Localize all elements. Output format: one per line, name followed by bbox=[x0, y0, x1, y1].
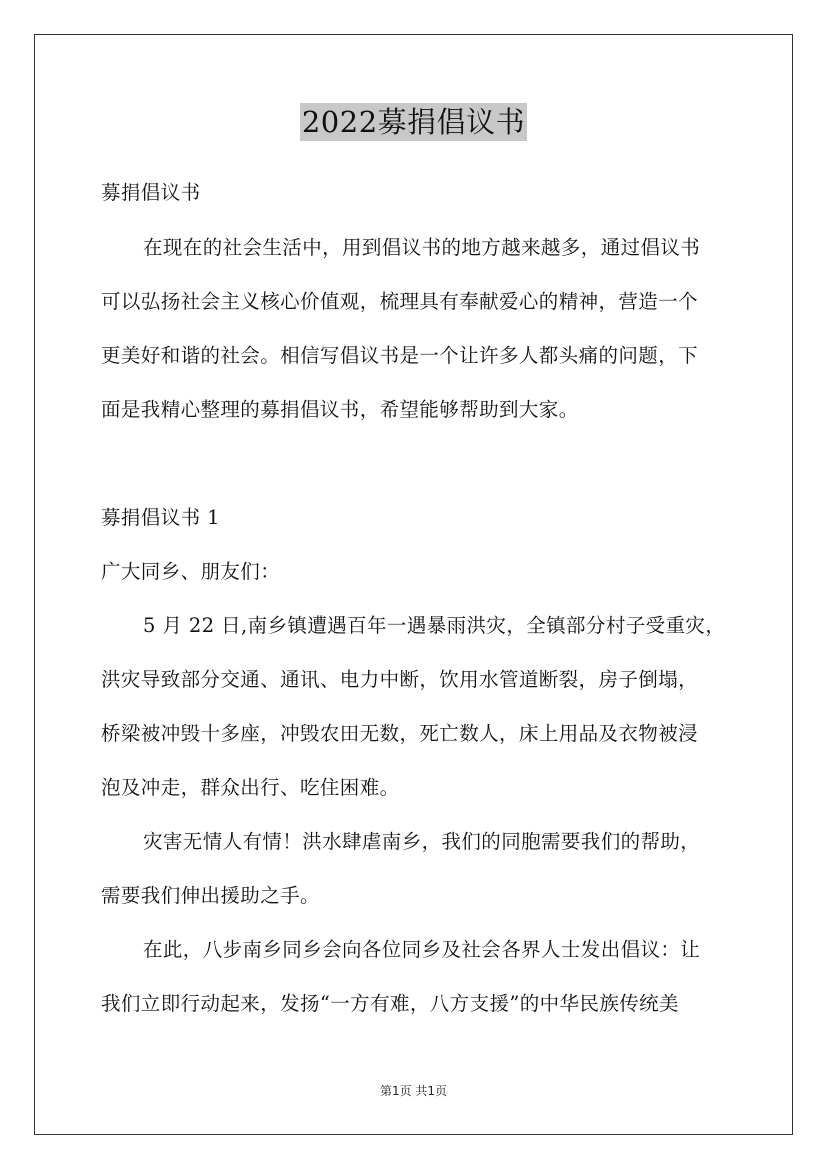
document-title-wrapper bbox=[0, 103, 827, 141]
para2-line-1: 灾害无情人有情！洪水肆虐南乡，我们的同胞需要我们的帮助， bbox=[143, 830, 701, 853]
para1-line-4: 泡及冲走，群众出行、吃住困难。 bbox=[101, 776, 400, 799]
page-footer: 第1页 共1页 bbox=[379, 1084, 448, 1098]
para3-line-1: 在此，八步南乡同乡会向各位同乡及社会各界人士发出倡议：让 bbox=[143, 938, 701, 961]
intro-line-2: 可以弘扬社会主义核心价值观，梳理具有奉献爱心的精神，营造一个 bbox=[101, 290, 699, 313]
para2-line-2: 需要我们伸出援助之手。 bbox=[101, 884, 320, 907]
intro-line-3: 更美好和谐的社会。相信写倡议书是一个让许多人都头痛的问题，下 bbox=[101, 344, 699, 367]
intro-line-4: 面是我精心整理的募捐倡议书，希望能够帮助到大家。 bbox=[101, 398, 579, 421]
para1-line-2: 洪灾导致部分交通、通讯、电力中断，饮用水管道断裂，房子倒塌， bbox=[101, 668, 699, 691]
section-heading: 募捐倡议书 bbox=[101, 181, 201, 204]
intro-line-1: 在现在的社会生活中，用到倡议书的地方越来越多，通过倡议书 bbox=[143, 236, 701, 259]
para3-line-2: 我们立即行动起来，发扬“一方有难，八方支援”的中华民族传统美 bbox=[101, 992, 679, 1015]
para1-line-3: 桥梁被冲毁十多座，冲毁农田无数，死亡数人，床上用品及衣物被浸 bbox=[101, 722, 699, 745]
subheading: 募捐倡议书 1 bbox=[101, 506, 220, 529]
salutation: 广大同乡、朋友们： bbox=[101, 560, 281, 583]
document-title: 2022募捐倡议书 bbox=[301, 105, 526, 139]
para1-line-1: 5 月 22 日,南乡镇遭遇百年一遇暴雨洪灾，全镇部分村子受重灾， bbox=[143, 614, 726, 637]
